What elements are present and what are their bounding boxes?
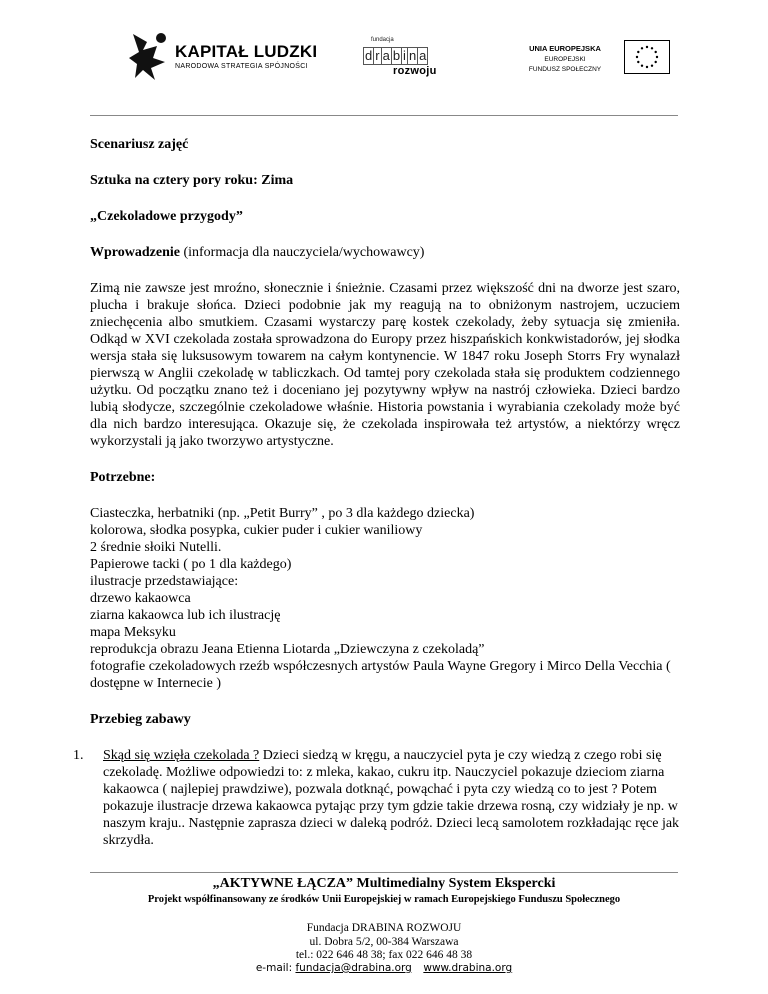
header-divider: [90, 115, 678, 116]
course-heading: Przebieg zabawy: [90, 712, 191, 727]
intro-note: (informacja dla nauczyciela/wychowawcy): [179, 245, 425, 260]
eu-line1: UNIA EUROPEJSKA: [529, 44, 601, 53]
doc-topic: „Czekoladowe przygody”: [90, 209, 243, 224]
step-text: Dzieci siedzą w kręgu, a nauczyciel pyta je czy wiedzą z czego robi się czekoladę. Możliwe odpowiedzi to: z mleka, kakao, cukru itp. Nauczyciel pokazuje dzieciom ziarna kakaowca ( najlepiej prawdziwe), pozwala dotknąć, powąchać i pyta czy wiedzą co to jest ? Potem pokazuje ilustracje drzewa kakaowca pytając przy tym gdzie takie drzewa rosną, czy widziały je np. w naszym kraju.. Następnie zaprasza dzieci w daleką podróż. Dzieci lecą samolotem rozkładając ręce jak skrzydła.: [103, 748, 680, 848]
email-label: e-mail:: [255, 962, 296, 974]
intro-label: Wprowadzenie: [90, 245, 180, 260]
step-1: [73, 747, 680, 849]
drabina-letter: i: [403, 48, 406, 63]
needed-item: ziarna kakaowca lub ich ilustrację: [90, 608, 281, 623]
drabina-letter: r: [375, 48, 380, 63]
intro-paragraph: Zimą nie zawsze jest mroźno, słonecznie i śnieżnie. Czasami przez większość dni na dworze jest szaro, plucha i brakuje słońca. Dzieci podobnie jak my reagują na to obniżonym nastrojem, uczuciem zniechęcenia albo smutkiem. Czasami wystarczy parę kostek czekolady, żeby sytuacja się zmieniła. Odkąd w XVI czekolada została sprowadzona do Europy przez hiszpańskich konkwistadorów, jej słodka wersja stała się luksusowym towarem na całym kontynencie. W 1847 roku Joseph Storrs Fry wynalazł pierwszą w Anglii czekoladę w tabliczkach. Od tamtej pory czekolada stała się produktem codziennego użytku. Od początku znano też i doceniano jej pozytywny wpływ na nastrój człowieka. Dzieci bardzo lubią słodycze, szczególnie czekoladowe właśnie. Historia powstania i wyrabiania czekolady może być dla nich bardzo interesująca. Okazuje się, że czekolada inspirowała też artystów, a niektórzy wręcz wykorzystali ją jako tworzywo artystyczne.: [90, 281, 680, 449]
doc-subtitle: Sztuka na cztery pory roku: Zima: [90, 173, 294, 188]
page-header: [0, 0, 768, 110]
eu-logo: [520, 44, 670, 84]
footer-phone: tel.: 022 646 48 38; fax 022 646 48 38: [295, 949, 473, 961]
drabina-logo: [363, 37, 437, 89]
kapital-subtitle: NARODOWA STRATEGIA SPÓJNOŚCI: [175, 63, 308, 70]
needed-item: reprodukcja obrazu Jeana Etienna Liotarda „Dziewczyna z czekoladą”: [90, 642, 485, 657]
step-number: 1.: [73, 748, 84, 763]
website-link[interactable]: www.drabina.org: [423, 962, 513, 974]
footer-address: ul. Dobra 5/2, 00-384 Warszawa: [309, 936, 459, 948]
footer-project: Projekt współfinansowany ze środków Unii Europejskiej w ramach Europejskiego Funduszu Społecznego: [147, 894, 621, 905]
needed-item: drzewo kakaowca: [90, 591, 191, 606]
needed-list: [90, 505, 680, 692]
drabina-top: fundacja: [371, 37, 394, 43]
drabina-letter: d: [365, 48, 373, 63]
kapital-title: KAPITAŁ LUDZKI: [175, 42, 318, 61]
intro-heading: [90, 244, 680, 261]
document-body: [73, 136, 680, 849]
drabina-letter: a: [419, 48, 427, 63]
eu-line3: FUNDUSZ SPOŁECZNY: [528, 66, 602, 73]
eu-line2: EUROPEJSKI: [544, 56, 586, 63]
email-link[interactable]: fundacja@drabina.org: [295, 962, 412, 974]
drabina-bottom: rozwoju: [393, 65, 437, 77]
footer-divider: [90, 872, 678, 873]
eu-flag-icon: [624, 40, 670, 74]
footer-title: „AKTYWNE ŁĄCZA” Multimedialny System Ekspercki: [212, 876, 556, 891]
drabina-letter: a: [382, 48, 390, 63]
needed-item: 2 średnie słoiki Nutelli.: [90, 540, 222, 555]
needed-item: Ciasteczka, herbatniki (np. „Petit Burry” , po 3 dla każdego dziecka): [90, 506, 475, 521]
needed-heading: Potrzebne:: [90, 470, 156, 485]
doc-title: Scenariusz zajęć: [90, 137, 189, 152]
needed-item: Papierowe tacki ( po 1 dla każdego): [90, 557, 292, 572]
footer-org: Fundacja DRABINA ROZWOJU: [306, 922, 462, 934]
drabina-letters: [363, 47, 427, 65]
drabina-letter: n: [408, 48, 417, 63]
drabina-letter: b: [392, 48, 401, 63]
needed-item: kolorowa, słodka posypka, cukier puder i cukier waniliowy: [90, 523, 423, 538]
needed-item: fotografie czekoladowych rzeźb współczesnych artystów Paula Wayne Gregory i Mirco Della Vecchia ( dostępne w Internecie ): [90, 659, 671, 691]
kapital-ludzki-emblem-icon: [127, 28, 171, 84]
footer-contact: [0, 962, 768, 974]
step-lead: Skąd się wzięła czekolada ?: [103, 748, 260, 763]
kapital-ludzki-logo: [127, 28, 318, 84]
needed-item: mapa Meksyku: [90, 625, 176, 640]
needed-item: ilustracje przedstawiające:: [90, 574, 239, 589]
